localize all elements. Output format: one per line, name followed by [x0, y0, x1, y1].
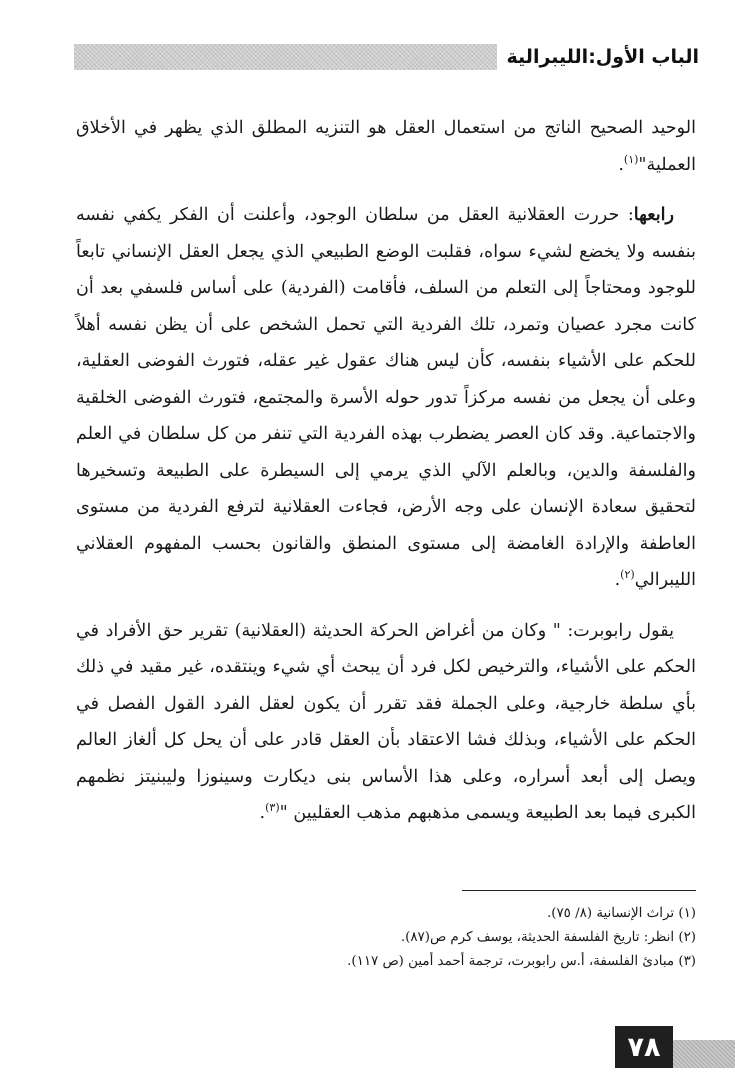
paragraph-end: . [618, 154, 624, 175]
paragraph-end: . [259, 803, 266, 823]
paragraph-text: : حررت العقلانية العقل من سلطان الوجود، وأعلنت أن الفكر يكفي نفسه بنفسه ولا يخضع لشيء سواه، فقلبت الوضع الطبيعي الذي يجعل العقل الإنساني تابعاً للوجود ومحتاجاً إلى التعلم من السلف، فأقامت (الفردية) على أساس فلسفي بعد أن كانت مجرد عصيان وتمرد، تلك الفردية التي تحمل الشخص على أن يظن نفسه أهلاً للحكم على الأشياء بنفسه، كأن ليس هناك عقول غير عقله، فتورث الفوضى العقلية، وعلى أن يجعل من نفسه مركزاً تدور حوله الأسرة والمجتمع، فتورث الفوضى الخلقية والاجتماعية. وقد كان العصر يضطرب بهذه الفردية التي تنفر من كل سلطان في العلم والفلسفة والدين، وبالعلم الآلي الذي يرمي إلى السيطرة على الطبيعة وتسخيرها لتحقيق سعادة الإنسان على وجه الأرض، فجاءت العقلانية لترفع الفردية من مستوى العاطفة والإرادة الغامضة إلى مستوى المنطق والقانون بحسب المفهوم العقلاني الليبرالي [76, 205, 696, 590]
header-decorative-band [74, 44, 497, 70]
footnote-separator [462, 890, 696, 891]
paragraph-text: الوحيد الصحيح الناتج من استعمال العقل هو التنزيه المطلق الذي يظهر في الأخلاق العملية" [76, 118, 696, 175]
footnote-2: (٢) انظر: تاريخ الفلسفة الحديثة، يوسف كرم ص(٨٧). [400, 930, 696, 945]
footnote-ref-2: (٢) [620, 568, 635, 582]
paragraph-lead: رابعها [633, 204, 674, 225]
footnote-1: (١) تراث الإنسانية (٨/ ٧٥). [546, 906, 696, 921]
running-header [74, 40, 699, 74]
paragraph-3 [76, 613, 696, 832]
page-number-decorative-strip [673, 1040, 735, 1068]
page-number: ٧٨ [615, 1026, 673, 1068]
footnote-ref-1: (١) [623, 152, 639, 166]
paragraph-text: يقول رابوبرت: " وكان من أغراض الحركة الحديثة (العقلانية) تقرير حق الأفراد في الحكم على الأشياء، والترخيص لكل فرد أن يبحث أي شيء وينتقده، غير مقيد في ذلك بأي سلطة خارجية، وعلى الجملة فقد تقرر أن يكون لعقل الفرد القول الفصل في الحكم على الأشياء، وبذلك فشا الاعتقاد بأن العقل قادر على أن يحل كل ألغاز العالم ويصل إلى أبعد أسراره، وعلى هذا الأساس بنى ديكارت وسينوزا وليبنيتز نظمهم الكبرى فيما بعد الطبيعة ويسمى مذهبهم مذهب العقليين " [76, 620, 696, 823]
body-text [76, 110, 696, 832]
paragraph-1 [76, 110, 696, 183]
paragraph-end: . [614, 570, 621, 590]
chapter-title: الباب الأول:الليبرالية [506, 46, 699, 68]
footnote-ref-3: (٣) [265, 801, 280, 815]
paragraph-2 [76, 197, 696, 599]
footnotes [76, 902, 696, 974]
footnote-3: (٣) مبادئ الفلسفة، أ.س رابوبرت، ترجمة أحمد أمين (ص ١١٧). [347, 954, 696, 969]
